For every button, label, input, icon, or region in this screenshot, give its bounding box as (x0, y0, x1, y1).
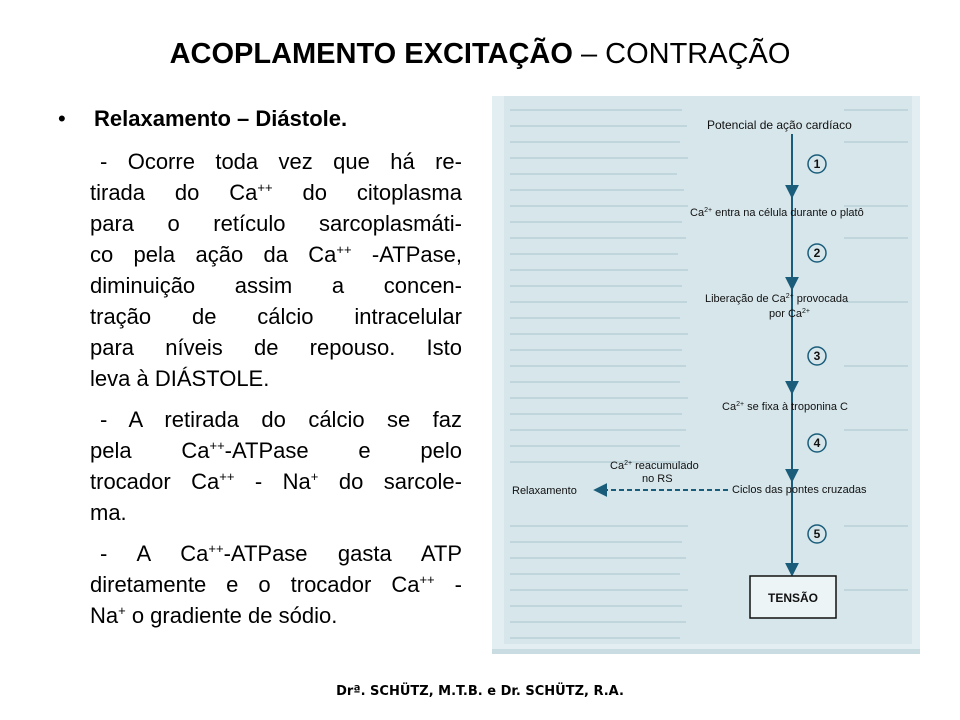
step3-label: $Ca^{2+}$ se fixa à troponina C (722, 401, 848, 413)
paragraph-1 (90, 146, 462, 394)
title-rest: – CONTRAÇÃO (572, 38, 791, 70)
p1-line: - Ocorre toda vez que há re- (100, 149, 462, 174)
figure-panel (504, 96, 912, 644)
p1-line: co pela ação da Ca++ -ATPase, (90, 242, 462, 267)
p1-line: tração de cálcio intracelular (90, 304, 462, 329)
p2-line: pela Ca++-ATPase e pelo (90, 438, 462, 463)
step-number: 4 (813, 436, 821, 450)
title-bold: ACOPLAMENTO EXCITAÇÃO (169, 38, 573, 70)
p2-line: - A retirada do cálcio se faz (100, 407, 462, 432)
p2-line: ma. (90, 500, 127, 525)
p1-line: para o retículo sarcoplasmáti- (90, 211, 462, 236)
p1-line: tirada do Ca++ do citoplasma (90, 180, 462, 205)
side-label-line2: no RS (642, 473, 673, 485)
p1-line: leva à DIÁSTOLE. (90, 366, 270, 391)
start-label: Potencial de ação cardíaco (707, 118, 852, 132)
side-label: $Ca^{2+}$ reacumulado (610, 460, 699, 472)
footer-credit: Drª. SCHÜTZ, M.T.B. e Dr. SCHÜTZ, R.A. (336, 684, 624, 699)
step4-label: Ciclos das pontes cruzadas (732, 484, 867, 496)
bullet-dot: • (58, 106, 66, 131)
p1-line: para níveis de repouso. Isto (90, 335, 462, 360)
paragraph-3 (90, 538, 462, 631)
slide-title (0, 38, 960, 71)
step2-label-line2: por $Ca^{2+}$ (769, 308, 811, 320)
step-number: 5 (813, 527, 821, 541)
p3-line: diretamente e o trocador Ca++ - (90, 572, 462, 597)
bullet-heading: Relaxamento – Diástole. (94, 106, 348, 131)
step-number: 1 (813, 157, 821, 171)
relax-label: Relaxamento (512, 485, 577, 497)
ec-coupling-figure (492, 96, 920, 654)
p2-line: trocador Ca++ - Na+ do sarcole- (90, 469, 462, 494)
tension-label: TENSÃO (767, 591, 819, 605)
step1-label: $Ca^{2+}$ entra na célula durante o platô (690, 207, 864, 219)
step-number: 3 (813, 349, 821, 363)
p3-line: - A Ca++-ATPase gasta ATP (100, 541, 463, 566)
p3-line: Na+ o gradiente de sódio. (90, 603, 338, 628)
step-number: 2 (813, 246, 821, 260)
p1-line: diminuição assim a concen- (90, 273, 462, 298)
step2-label: Liberação de $Ca^{2+}$ provocada (705, 293, 849, 305)
caption-strip (492, 649, 920, 654)
paragraph-2 (90, 404, 462, 528)
